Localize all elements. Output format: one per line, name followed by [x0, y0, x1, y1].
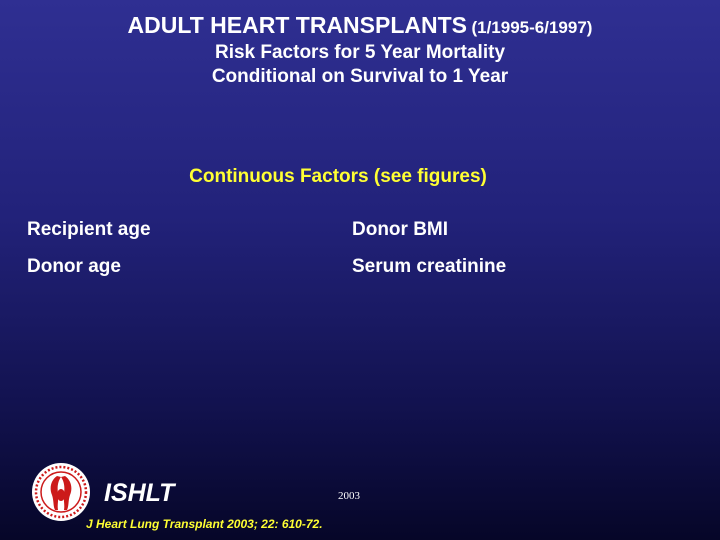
factor-donor-bmi: Donor BMI	[352, 219, 449, 240]
journal-citation: J Heart Lung Transplant 2003; 22: 610-72.	[86, 517, 323, 531]
slide-title	[0, 12, 720, 39]
organization-name: ISHLT	[104, 479, 175, 507]
factor-donor-age: Donor age	[27, 256, 121, 277]
subtitle-line-1: Risk Factors for 5 Year Mortality	[214, 42, 506, 63]
title-dates: (1/1995-6/1997)	[471, 18, 593, 37]
subtitle-line-2: Conditional on Survival to 1 Year	[211, 66, 509, 87]
slide-year: 2003	[338, 490, 360, 502]
ishlt-seal-icon	[31, 462, 91, 522]
title-text: ADULT HEART TRANSPLANTS	[127, 12, 467, 38]
factor-recipient-age: Recipient age	[27, 219, 151, 240]
section-heading: Continuous Factors (see figures)	[189, 166, 487, 187]
factor-serum-creatinine: Serum creatinine	[352, 256, 507, 277]
